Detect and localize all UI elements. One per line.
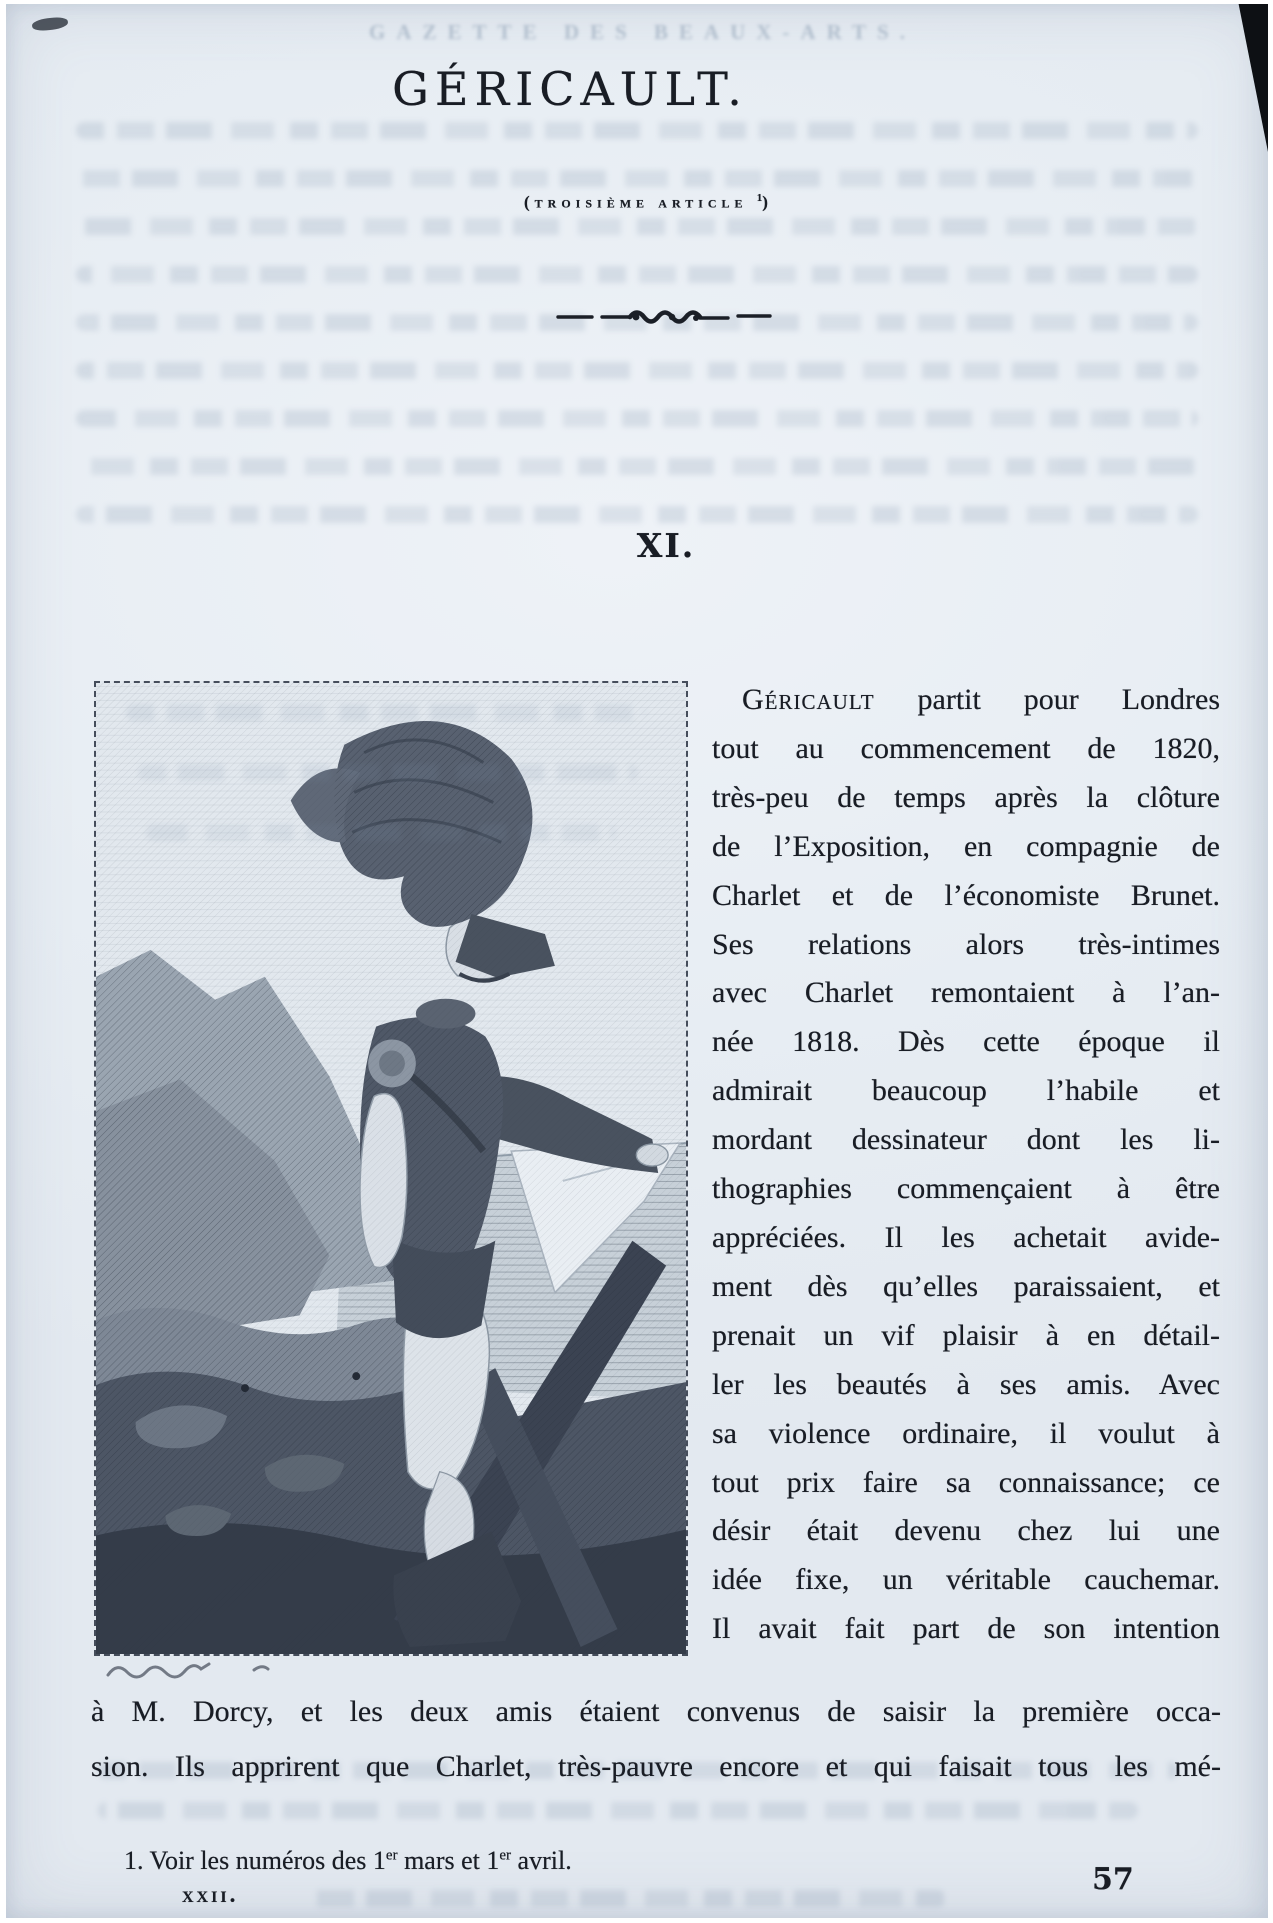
text-line: désir était devenu chez lui une <box>712 1514 1220 1548</box>
text-line <box>712 676 1220 725</box>
text-line: sion. Ils apprirent que Charlet, très-pauvre encore et qui faisait tous les mé- <box>91 1750 1221 1783</box>
bleed-through-line <box>146 824 616 841</box>
bleed-through-line <box>76 458 1198 475</box>
footnote <box>124 1846 572 1876</box>
bleed-through-line <box>76 410 1198 427</box>
bleed-through-line <box>76 170 1198 187</box>
bleed-through-line <box>138 764 638 781</box>
text-line: idée fixe, un véritable cauchemar. <box>712 1563 1220 1597</box>
subtitle-text: (troisième article <box>524 192 748 212</box>
article-subtitle <box>18 192 1273 213</box>
text-line: mordant dessinateur dont les li- <box>712 1123 1220 1157</box>
text-line: sa violence ordinaire, il voulut à <box>712 1416 1220 1450</box>
text-line: née 1818. Dès cette époque il <box>712 1025 1220 1059</box>
bleed-through-line <box>76 122 1198 139</box>
engraver-signature-scribble <box>104 1658 279 1684</box>
bleed-through-line <box>98 1802 1138 1819</box>
lead-word: Géricault <box>742 683 875 716</box>
bleed-through-line <box>76 362 1198 379</box>
page-number: 57 <box>1092 1862 1134 1897</box>
text-line: appréciées. Il les achetait avide- <box>712 1220 1220 1254</box>
footnote-text: 1. Voir les numéros des 1 <box>124 1846 386 1875</box>
bleed-through-line <box>76 266 1198 283</box>
subtitle-footnote-marker: 1 <box>756 192 763 204</box>
footnote-text: mars et 1 <box>397 1846 500 1875</box>
text-line: ler les beautés à ses amis. Avec <box>712 1367 1220 1401</box>
text-line: Ses relations alors très-intimes <box>712 927 1220 961</box>
text-line: à M. Dorcy, et les deux amis étaient convenus de saisir la première occa- <box>91 1695 1221 1728</box>
text-line: tout prix faire sa connaissance; ce <box>712 1465 1220 1499</box>
quire-signature: xxii. <box>182 1882 239 1907</box>
bleed-through-running-head: GAZETTE DES BEAUX-ARTS. <box>369 20 916 44</box>
full-width-text <box>91 1684 1221 1794</box>
text-line: Charlet et de l’économiste Brunet. <box>712 878 1220 912</box>
section-number: XI. <box>636 526 696 565</box>
text-line: tout au commencement de 1820, <box>712 731 1220 765</box>
text-line: Il avait fait part de son intention <box>712 1612 1220 1646</box>
book-page <box>6 4 1268 1918</box>
subtitle-close: ) <box>762 192 773 212</box>
text-line: très-peu de temps après la clôture <box>712 780 1220 814</box>
first-line-rest: partit pour Londres <box>917 683 1221 716</box>
text-line: ment dès qu’elles paraissaient, et <box>712 1269 1220 1303</box>
footnote-superscript: er <box>499 1847 512 1864</box>
text-column <box>712 676 1220 1654</box>
article-title: GÉRICAULT. <box>392 62 748 116</box>
column-lines <box>712 725 1220 1654</box>
ornamental-divider <box>554 302 774 330</box>
bleed-through-line <box>306 1890 946 1907</box>
text-line: avec Charlet remontaient à l’an- <box>712 976 1220 1010</box>
text-line: admirait beaucoup l’habile et <box>712 1074 1220 1108</box>
text-line: prenait un vif plaisir à en détail- <box>712 1318 1220 1352</box>
footnote-superscript: er <box>385 1847 398 1864</box>
text-line: thographies commençaient à être <box>712 1172 1220 1206</box>
bleed-through-line <box>76 506 1198 523</box>
bleed-through-line <box>126 704 646 721</box>
footnote-text: avril. <box>511 1846 572 1875</box>
text-line: de l’Exposition, en compagnie de <box>712 829 1220 863</box>
bleed-through-line <box>76 218 1198 235</box>
